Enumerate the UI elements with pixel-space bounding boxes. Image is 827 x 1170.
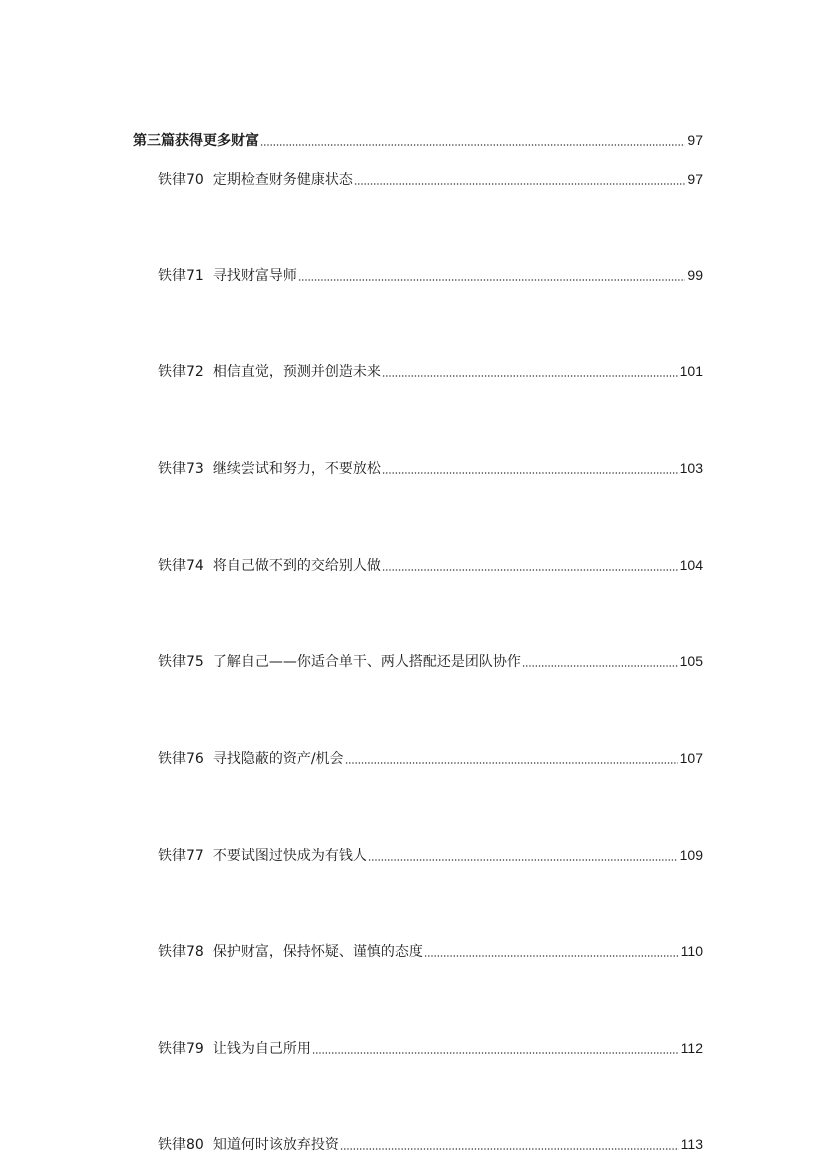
toc-entry[interactable] bbox=[158, 846, 703, 865]
entry-title: 保护财富，保持怀疑、谨慎的态度 bbox=[212, 944, 423, 960]
dot-leader bbox=[298, 279, 686, 281]
entry-number: 铁律79 bbox=[158, 1041, 204, 1057]
toc-entry[interactable] bbox=[158, 266, 703, 285]
dot-leader bbox=[382, 375, 678, 377]
page-number: 113 bbox=[680, 1136, 703, 1152]
dot-leader bbox=[382, 472, 678, 474]
entry-title: 让钱为自己所用 bbox=[212, 1041, 311, 1057]
page-number: 103 bbox=[679, 460, 703, 476]
entry-number: 铁律75 bbox=[158, 654, 204, 670]
dot-leader bbox=[345, 762, 678, 764]
toc-entry[interactable] bbox=[158, 362, 703, 381]
entry-title: 继续尝试和努力，不要放松 bbox=[212, 461, 381, 477]
entry-number: 铁律76 bbox=[158, 751, 204, 767]
dot-leader bbox=[340, 1148, 679, 1150]
entry-number: 铁律80 bbox=[158, 1137, 204, 1153]
toc-entry[interactable] bbox=[158, 170, 703, 189]
dot-leader bbox=[354, 183, 686, 185]
entry-title: 知道何时该放弃投资 bbox=[212, 1137, 339, 1153]
entry-number: 铁律70 bbox=[158, 172, 204, 188]
toc-entry[interactable] bbox=[158, 652, 703, 671]
entry-number: 铁律74 bbox=[158, 558, 204, 574]
entry-number: 铁律71 bbox=[158, 268, 204, 284]
entry-number: 铁律77 bbox=[158, 848, 204, 864]
toc-entry[interactable] bbox=[158, 556, 703, 575]
entry-title: 定期检查财务健康状态 bbox=[212, 172, 353, 188]
dot-leader bbox=[522, 665, 678, 667]
dot-leader bbox=[424, 955, 679, 957]
page-number: 97 bbox=[687, 171, 703, 187]
toc-entry[interactable] bbox=[158, 1039, 703, 1058]
dot-leader bbox=[260, 144, 685, 146]
dot-leader bbox=[368, 859, 678, 861]
page-number: 99 bbox=[687, 267, 703, 283]
entry-title: 了解自己——你适合单干、两人搭配还是团队协作 bbox=[212, 654, 521, 670]
toc-part-heading[interactable] bbox=[133, 131, 703, 150]
toc-entry[interactable] bbox=[158, 459, 703, 478]
page-number: 105 bbox=[679, 653, 703, 669]
toc-entry[interactable] bbox=[158, 1135, 703, 1154]
entry-number: 铁律72 bbox=[158, 364, 204, 380]
page-number: 110 bbox=[680, 943, 703, 959]
page-number: 104 bbox=[679, 557, 703, 573]
entry-title: 将自己做不到的交给别人做 bbox=[212, 558, 381, 574]
page-number: 112 bbox=[680, 1040, 703, 1056]
toc-entry[interactable] bbox=[158, 942, 703, 961]
entry-title: 寻找财富导师 bbox=[212, 268, 297, 284]
entry-title: 寻找隐蔽的资产/机会 bbox=[212, 751, 344, 767]
entry-title: 不要试图过快成为有钱人 bbox=[212, 848, 367, 864]
entry-title: 相信直觉，预测并创造未来 bbox=[212, 364, 381, 380]
entry-number: 铁律73 bbox=[158, 461, 204, 477]
entry-number: 铁律78 bbox=[158, 944, 204, 960]
page-number: 107 bbox=[679, 750, 703, 766]
page-number: 109 bbox=[679, 847, 703, 863]
page-number: 101 bbox=[679, 363, 703, 379]
part-title: 第三篇获得更多财富 bbox=[133, 133, 259, 149]
page-number: 97 bbox=[687, 132, 703, 148]
dot-leader bbox=[382, 569, 678, 571]
toc-entry[interactable] bbox=[158, 749, 703, 768]
dot-leader bbox=[312, 1052, 679, 1054]
